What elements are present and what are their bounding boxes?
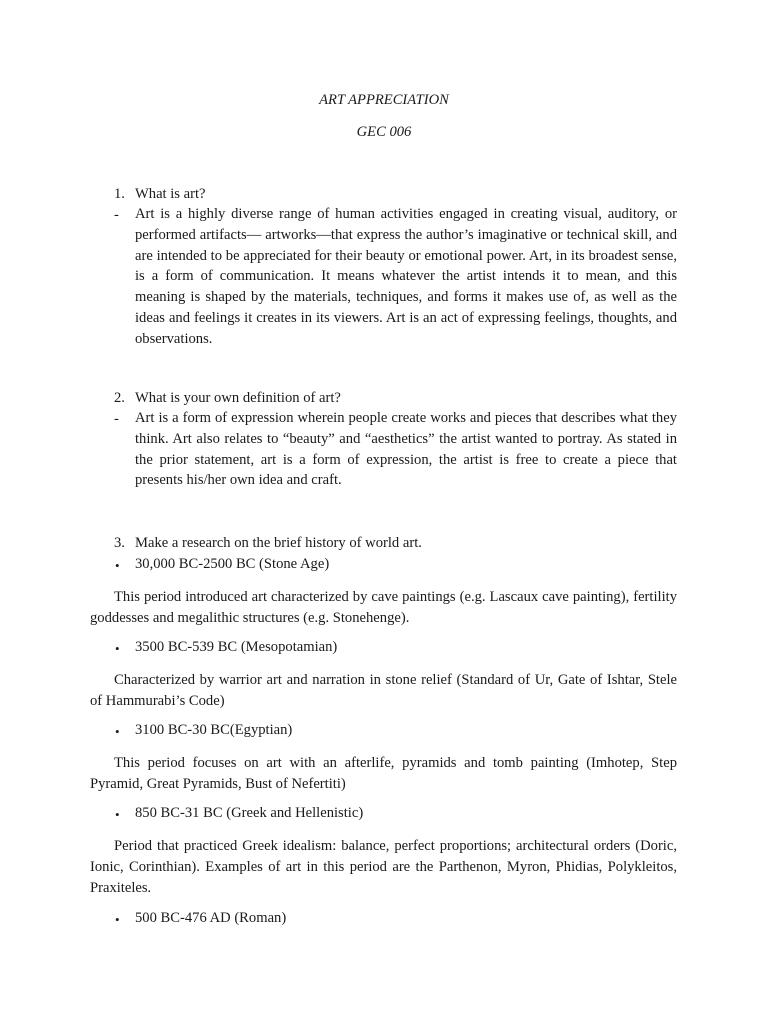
question-number: 1. xyxy=(114,186,125,202)
history-period: 3100 BC-30 BC(Egyptian) xyxy=(135,722,293,738)
history-period: 850 BC-31 BC (Greek and Hellenistic) xyxy=(135,805,364,821)
answer-dash: - xyxy=(114,411,119,427)
answer-paragraph: Art is a form of expression wherein people create works and pieces that describes what they think. Art also relates to “beauty” and “aesthetics” the artist wanted to portray. As stated in the prior statement, art is a form of expression, the artist is free to create a piece that presents his/her own idea and craft. xyxy=(135,410,677,489)
history-description: This period introduced art characterized by cave paintings (e.g. Lascaux cave painting), fertility goddesses and megalithic structures (e.g. Stonehenge). xyxy=(90,589,677,626)
answer-dash: - xyxy=(114,207,119,223)
history-description: This period focuses on art with an afterlife, pyramids and tomb painting (Imhotep, Step Pyramid, Great Pyramids, Bust of Nefertiti) xyxy=(90,755,677,792)
question-number: 3. xyxy=(114,535,125,551)
question-text: Make a research on the brief history of world art. xyxy=(135,535,422,551)
question-text: What is your own definition of art? xyxy=(135,390,341,406)
bullet-icon: • xyxy=(115,807,120,822)
history-period: 30,000 BC-2500 BC (Stone Age) xyxy=(135,556,330,572)
history-description: Characterized by warrior art and narration in stone relief (Standard of Ur, Gate of Ishtar, Stele of Hammurabi’s Code) xyxy=(90,672,677,709)
question-number: 2. xyxy=(114,390,125,406)
history-period: 3500 BC-539 BC (Mesopotamian) xyxy=(135,639,338,655)
history-description: Period that practiced Greek idealism: balance, perfect proportions; architectural orders (Doric, Ionic, Corinthian). Examples of art in this period are the Parthenon, Myron, Phidias, Polykleitos, Praxiteles. xyxy=(90,838,677,896)
document-title: ART APPRECIATION xyxy=(319,92,449,108)
answer-paragraph: Art is a highly diverse range of human activities engaged in creating visual, auditory, or performed artifacts— artworks—that express the author’s imaginative or technical skill, and are intended to be appreciated for their beauty or emotional power. Art, in its broadest sense, is a form of communication. It means whatever the artist intends it to mean, and this meaning is shaped by the materials, techniques, and forms it makes use of, as well as the ideas and feelings it creates in its viewers. Art is an act of expressing feelings, thoughts, and observations. xyxy=(135,206,677,347)
question-text: What is art? xyxy=(135,186,206,202)
bullet-icon: • xyxy=(115,724,120,739)
history-period: 500 BC-476 AD (Roman) xyxy=(135,910,287,926)
bullet-icon: • xyxy=(115,912,120,927)
bullet-icon: • xyxy=(115,641,120,656)
bullet-icon: • xyxy=(115,558,120,573)
document-subtitle: GEC 006 xyxy=(356,124,412,140)
